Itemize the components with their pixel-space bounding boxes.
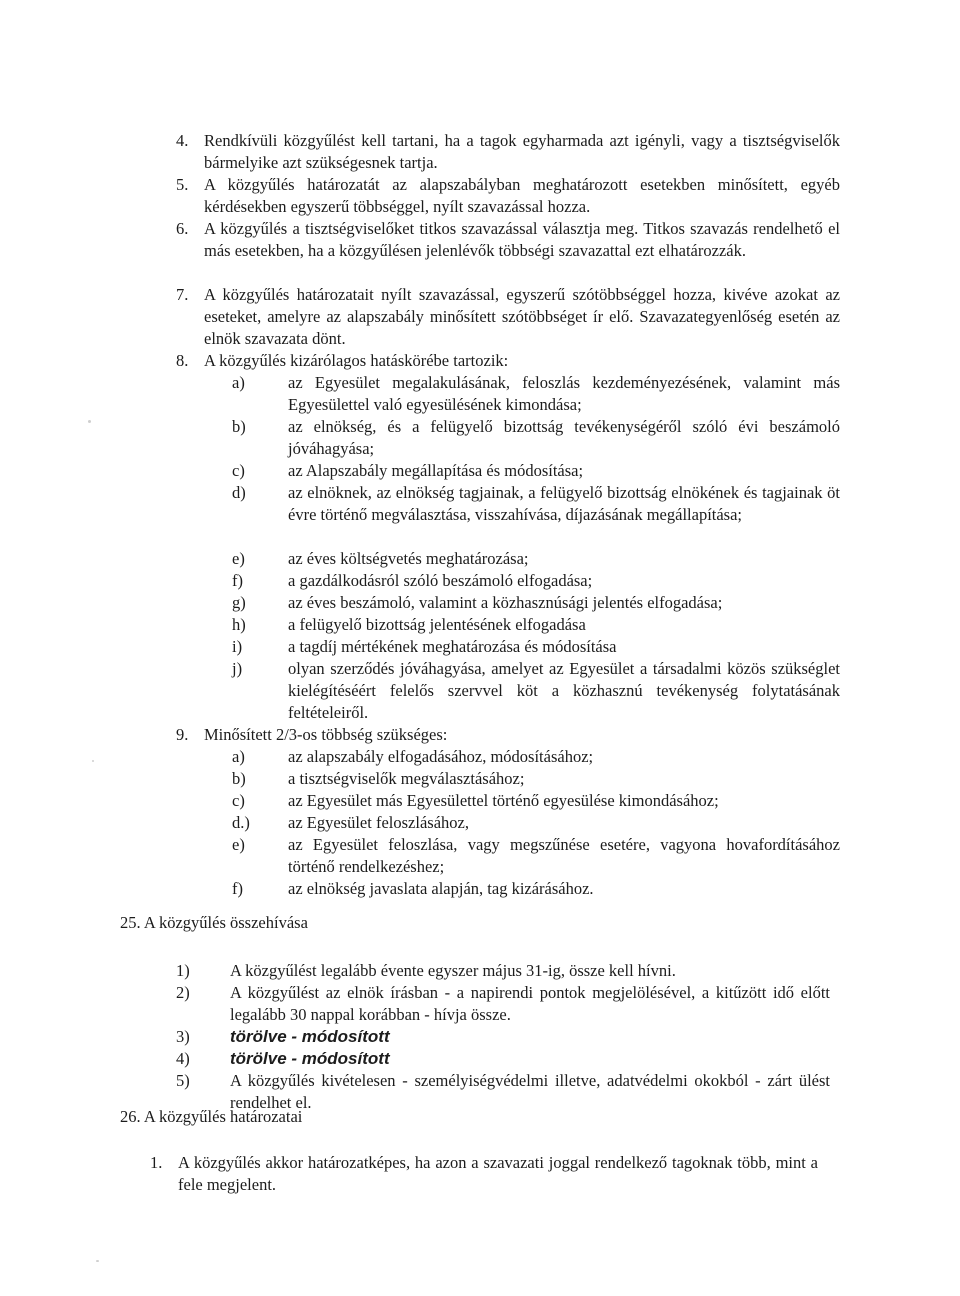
subitem-text: a felügyelő bizottság jelentésének elfogadása: [288, 615, 586, 634]
subitem-text: az Alapszabály megállapítása és módosítása;: [288, 461, 584, 480]
subitem-label: a): [232, 373, 245, 392]
subitem-text: az elnökség, és a felügyelő bizottság tevékenységéről szóló évi beszámoló jóváhagyása;: [288, 417, 840, 458]
list-text: A közgyűlés akkor határozatképes, ha azon a szavazati joggal rendelkező tagoknak több, mint a fele megjelent.: [178, 1153, 818, 1194]
subitem-text: a tisztségviselők megválasztásához;: [288, 769, 525, 788]
item-number: 4.: [176, 131, 189, 150]
subitem-text: az Egyesület feloszlása, vagy megszűnése esetére, vagyona hovafordításához történő rendelkezéshez;: [288, 835, 840, 876]
item-number: 5.: [176, 175, 189, 194]
list-text: A közgyűlés kivételesen - személyiségvédelmi illetve, adatvédelmi okokból - zárt ülést rendelhet el.: [230, 1071, 830, 1112]
list-text: A közgyűlést legalább évente egyszer május 31-ig, össze kell hívni.: [230, 961, 676, 980]
list-text-deleted: törölve - módosított: [230, 1027, 390, 1046]
list-label: 4): [176, 1049, 190, 1068]
subitem-label: c): [232, 461, 245, 480]
subitem-text: az elnöknek, az elnökség tagjainak, a felügyelő bizottság elnökének és tagjainak öt évre történő megválasztása, visszahívása, díjazásának megállapítása;: [288, 483, 840, 524]
subitem-label: d.): [232, 813, 250, 832]
item-text: A közgyűlés a tisztségviselőket titkos szavazással választja meg. Titkos szavazás rendelhető el más esetekben, ha a közgyűlésen jelenlévők többségi szavazattal ezt elhatározzák.: [204, 219, 840, 260]
list-text-deleted: törölve - módosított: [230, 1049, 390, 1068]
scan-speck: [88, 420, 91, 423]
list-text: A közgyűlést az elnök írásban - a napirendi pontok megjelölésével, a kitűzött idő előtt legalább 30 nappal korábban - hívja össze.: [230, 983, 830, 1024]
subitem-text: az alapszabály elfogadásához, módosításához;: [288, 747, 594, 766]
subitem-label: j): [232, 659, 243, 678]
subitem-label: e): [232, 549, 245, 568]
subitem-text: az éves beszámoló, valamint a közhasznúsági jelentés elfogadása;: [288, 593, 723, 612]
section-heading: 26. A közgyűlés határozatai: [120, 1107, 303, 1126]
subitem-text: az Egyesület feloszlásához,: [288, 813, 469, 832]
subitem-text: a gazdálkodásról szóló beszámoló elfogadása;: [288, 571, 593, 590]
list-label: 2): [176, 983, 190, 1002]
list-label: 5): [176, 1071, 190, 1090]
item-text: A közgyűlés határozatait nyílt szavazással, egyszerű szótöbbséggel hozza, kivéve azokat az eseteket, amelyre az alapszabály minősített szótöbbséget ír elő. Szavazategyenlőség esetén az elnök szavazata dönt.: [204, 285, 840, 348]
list-label: 3): [176, 1027, 190, 1046]
subitem-text: a tagdíj mértékének meghatározása és módosítása: [288, 637, 617, 656]
item-text: A közgyűlés határozatát az alapszabályban meghatározott esetekben minősített, egyéb kérdésekben egyszerű többséggel, nyílt szavazással hozza.: [204, 175, 840, 216]
subitem-text: az elnökség javaslata alapján, tag kizárásához.: [288, 879, 594, 898]
subitem-label: h): [232, 615, 246, 634]
list-label: 1.: [150, 1153, 163, 1172]
subitem-label: f): [232, 879, 243, 898]
scan-speck: [96, 1260, 99, 1262]
subitem-label: b): [232, 769, 246, 788]
section-heading: 25. A közgyűlés összehívása: [120, 913, 308, 932]
subitem-label: e): [232, 835, 245, 854]
item-number: 6.: [176, 219, 189, 238]
subitem-label: c): [232, 791, 245, 810]
scan-speck: [92, 760, 94, 762]
subitem-label: d): [232, 483, 246, 502]
subitem-label: b): [232, 417, 246, 436]
subitem-label: g): [232, 593, 246, 612]
subitem-text: az Egyesület megalakulásának, feloszlás kezdeményezésének, valamint más Egyesülettel való egyesülésének kimondása;: [288, 373, 840, 414]
item-text: A közgyűlés kizárólagos hatáskörébe tartozik:: [204, 351, 509, 370]
subitem-label: i): [232, 637, 243, 656]
subitem-label: a): [232, 747, 245, 766]
subitem-text: az Egyesület más Egyesülettel történő egyesülése kimondásához;: [288, 791, 719, 810]
subitem-label: f): [232, 571, 243, 590]
item-number: 8.: [176, 351, 189, 370]
subitem-text: olyan szerződés jóváhagyása, amelyet az Egyesület a társadalmi közös szükséglet kielégítéséért felelős szervvel köt a közhasznú tevékenység folytatásának feltételeiről.: [288, 659, 840, 722]
item-text: Rendkívüli közgyűlést kell tartani, ha a tagok egyharmada azt igényli, vagy a tisztségviselők bármelyike azt szükségesnek tartja.: [204, 131, 840, 172]
item-number: 7.: [176, 285, 189, 304]
list-label: 1): [176, 961, 190, 980]
item-number: 9.: [176, 725, 189, 744]
subitem-text: az éves költségvetés meghatározása;: [288, 549, 529, 568]
item-text: Minősített 2/3-os többség szükséges:: [204, 725, 448, 744]
